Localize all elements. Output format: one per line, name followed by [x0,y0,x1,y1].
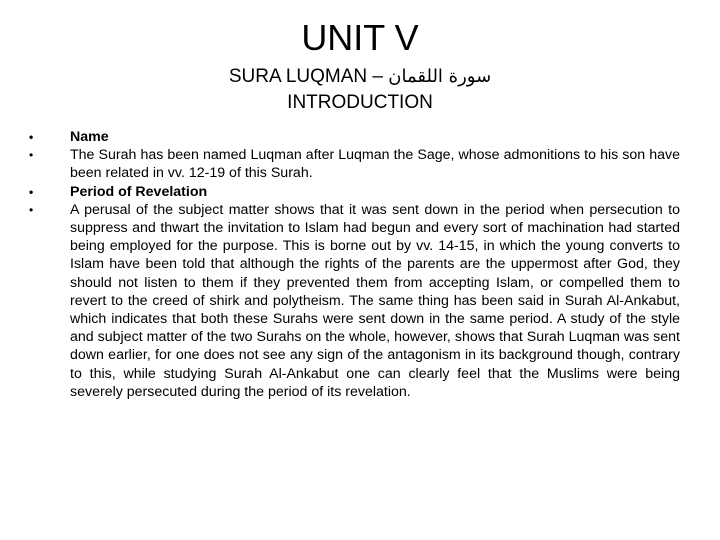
slide-title: UNIT V [301,17,419,58]
bullet-icon: • [29,202,34,217]
list-item-name-heading [20,128,680,146]
bullet-icon: • [29,130,34,144]
item-text: The Surah has been named Luqman after Luqman the Sage, whose admonitions to his son have been related in vv. 12-19 of this Surah. [70,147,680,182]
subtitle-line-2: INTRODUCTION [287,92,433,113]
subtitle-latin: SURA LUQMAN – [228,66,389,87]
subtitle-line-1 [0,64,720,90]
list-item-name-paragraph [20,146,680,182]
subtitle-arabic: سورة اللقمان [388,66,492,87]
list-item-period-heading [20,183,680,201]
content-list [20,128,680,401]
bullet-icon: • [29,184,34,199]
bullet-icon: • [29,148,34,163]
item-text: Period of Revelation [70,183,208,200]
list-item-period-paragraph [20,201,680,401]
item-text: Name [70,129,109,145]
item-text: A perusal of the subject matter shows that it was sent down in the period when persecution to suppress and thwart the invitation to Islam had begun and every sort of machination had started being employed for the purpose. This is borne out by vv. 14-15, in which the young converts to Islam have been told that although the rights of the parents are the uppermost after God, they should not listen to them if they prevented them from accepting Islam, or compelled them to revert to the creed of shirk and polytheism. The same thing has been said in Surah Al-Ankabut, which indicates that both these Surahs were sent down in the same period. A study of the style and subject matter of the two Surahs on the whole, however, shows that Surah Luqman was sent down earlier, for one does not see any sign of the antagonism in its background though, contrary to this, while studying Surah Al-Ankabut one can clearly feel that the Muslims were being severely persecuted during the period of its revelation. [70,201,680,400]
slide-subtitle [0,64,720,116]
